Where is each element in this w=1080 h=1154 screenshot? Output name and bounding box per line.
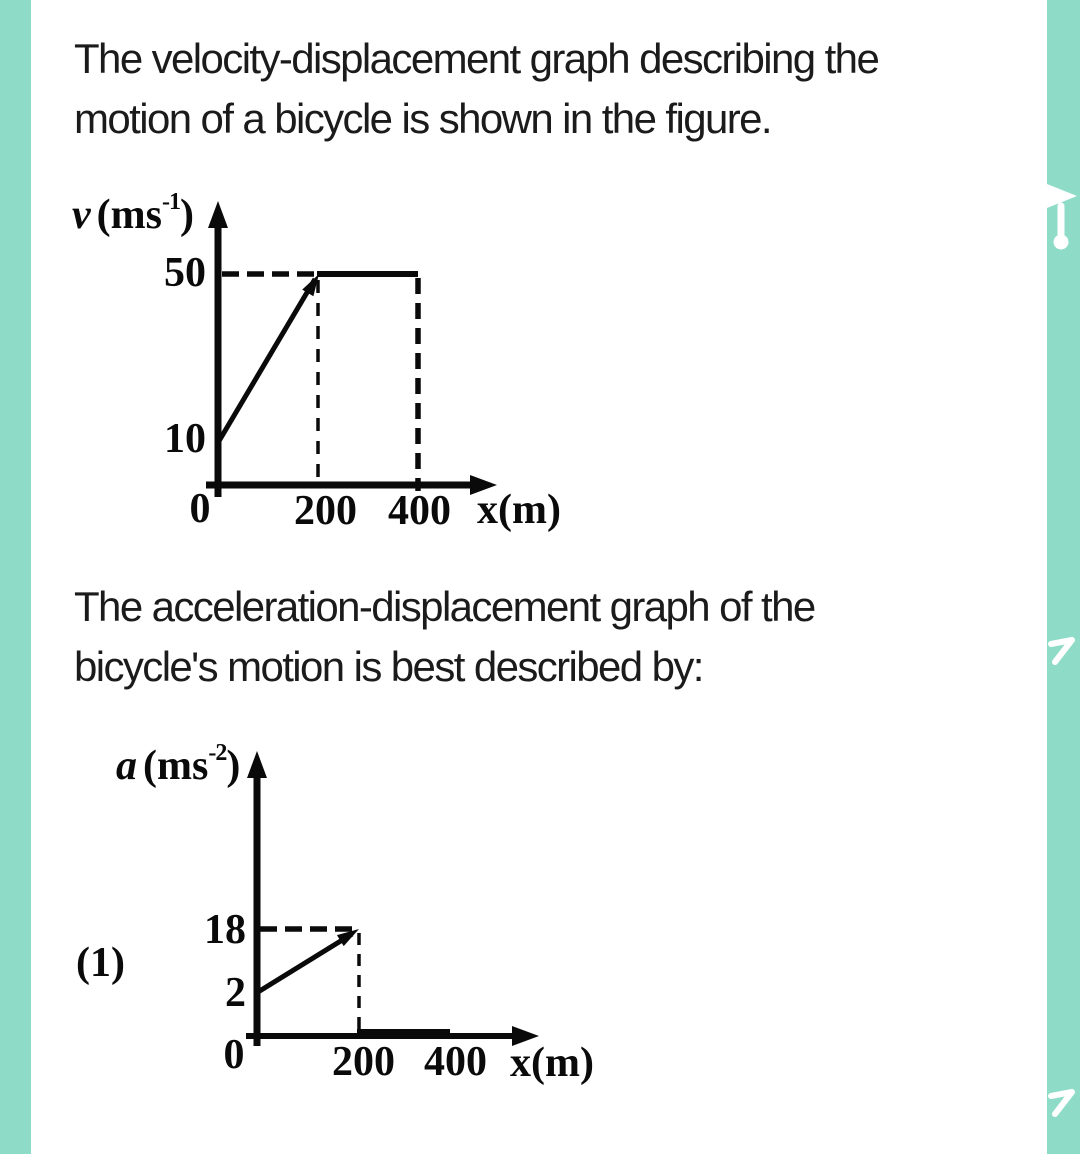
chevron-icon [1046,1082,1080,1127]
option-1-label: (1) [76,940,125,986]
flag-icon [1047,181,1080,253]
question-prompt-line2: bicycle's motion is best described by: [74,643,703,690]
v-tick-10: 10 [164,416,206,462]
a-tick-2: 2 [225,970,246,1016]
v-axis-unit-close: ) [179,192,194,238]
v-tick-50: 50 [164,250,206,296]
a-rising-segment [258,934,352,992]
a-tick-200: 200 [332,1039,395,1085]
v-axis-unit-exponent: -1 [161,189,180,215]
acceleration-graph-canvas [60,740,620,1090]
v-tick-200: 200 [294,488,357,534]
velocity-displacement-figure [60,190,590,540]
v-axis-title [72,189,194,238]
v-origin-label: 0 [189,486,211,532]
question-intro-line1: The velocity-displacement graph describing the [74,35,879,82]
v-axis-variable: v [72,192,91,238]
left-border-strip [0,0,31,1154]
a-y-axis-arrow-icon [247,751,267,778]
v-rising-segment [219,279,315,441]
v-y-axis-arrow-icon [208,201,228,228]
chevron-icon [1046,630,1080,675]
a-tick-18: 18 [204,907,246,953]
a-x-axis-title: x(m) [510,1040,594,1086]
a-axis-variable: a [116,743,137,789]
v-axis-unit-open: (ms [96,192,162,238]
a-axis-unit-exponent: -2 [208,740,227,766]
question-prompt-line1: The acceleration-displacement graph of the [74,583,815,630]
a-axis-unit-open: (ms [143,743,209,789]
a-tick-400: 400 [424,1039,487,1085]
a-axis-unit-close: ) [226,743,241,789]
a-origin-label: 0 [223,1032,245,1078]
v-x-axis-title: x(m) [477,487,561,533]
right-border-strip [1047,0,1080,1154]
a-axis-title [116,740,241,789]
v-tick-400: 400 [388,488,451,534]
option-1-figure [60,740,620,1090]
question-intro-line2: motion of a bicycle is shown in the figure. [74,95,771,142]
